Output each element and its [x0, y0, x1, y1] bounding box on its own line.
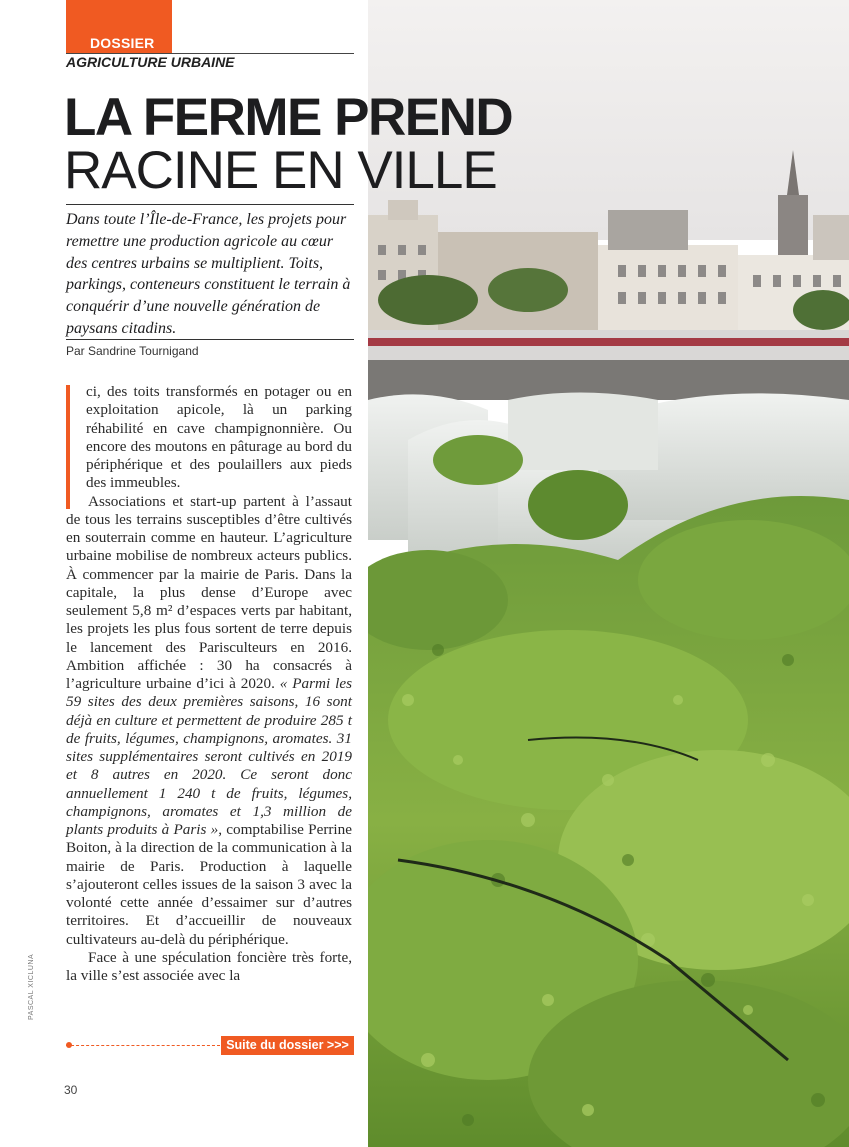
chapo-top-divider [66, 204, 354, 205]
continue-link[interactable]: Suite du dossier >>> [221, 1036, 354, 1055]
headline-line-1: LA FERME PREND [64, 88, 513, 147]
body-quote: « Parmi les 59 sites des deux premières saisons, 16 sont déjà en culture et permettent de produire 285 t de fruits, légumes, champignons, aromates. 31 sites supplémentaires seront cultivés en 2019 et 8 autres en 2020. Ce seront donc annuellement 1 240 t de fruits, légumes, champignons, aromates et 1,3 million de plants produits à Paris » [66, 675, 353, 838]
headline-line-2: RACINE EN VILLE [64, 141, 497, 200]
page-number: 30 [64, 1083, 78, 1097]
photo-credit: PASCAL XICLUNA [28, 953, 35, 1020]
continue-dashed-line [66, 1045, 220, 1046]
rubric-label: AGRICULTURE URBAINE [66, 54, 235, 70]
section-label: DOSSIER [90, 35, 155, 51]
standfirst: Dans toute l’Île-de-France, les projets pour remettre une production agricole au cœur des centres urbains se multiplient. Toits, parkings, conteneurs constituent le terrain à conquérir d’une nouvelle génération de paysans citadins. [66, 211, 351, 337]
body-paragraph-2 [66, 493, 352, 949]
body-paragraph-2-text: Associations et start-up partent à l’assaut de tous les terrains susceptibles d’être cultivés en souterrain comme en hauteur. L’agriculture urbaine mobilise de nombreux acteurs publics. À commencer par la mairie de Paris. Dans la capitale, la plus dense d’Europe avec seulement 5,8 m² d’espaces verts par habitant, les projets les plus fous sortent de terre depuis le lancement des Parisculteurs en 2016. Ambition affichée : 30 ha consacrés à l’agriculture urbaine d’ici à 2020. [66, 492, 352, 692]
chapo-bottom-divider [66, 339, 354, 340]
body-paragraph-3: Face à une spéculation foncière très forte, la ville s’est associée avec la [66, 948, 352, 984]
body-paragraph-2-end: , comptabilise Perrine Boiton, à la direction de la communication à la mairie de Paris. Production à laquelle s’ajouteront celles issues de la saison 3 avec la volonté cette année d’essaimer sur d’autres territoires. Et d’accueillir de nouveaux cultivateurs au-delà du périphérique. [66, 821, 352, 948]
byline: Par Sandrine Tournigand [66, 344, 199, 358]
article-body [66, 383, 352, 985]
body-paragraph-1: ci, des toits transformés en potager ou en exploitation apicole, là un parking réhabilité en cave champignonnière. Ou encore des moutons en pâturage au bord du périphérique et des poulaillers aux pieds des immeubles. [86, 383, 352, 492]
